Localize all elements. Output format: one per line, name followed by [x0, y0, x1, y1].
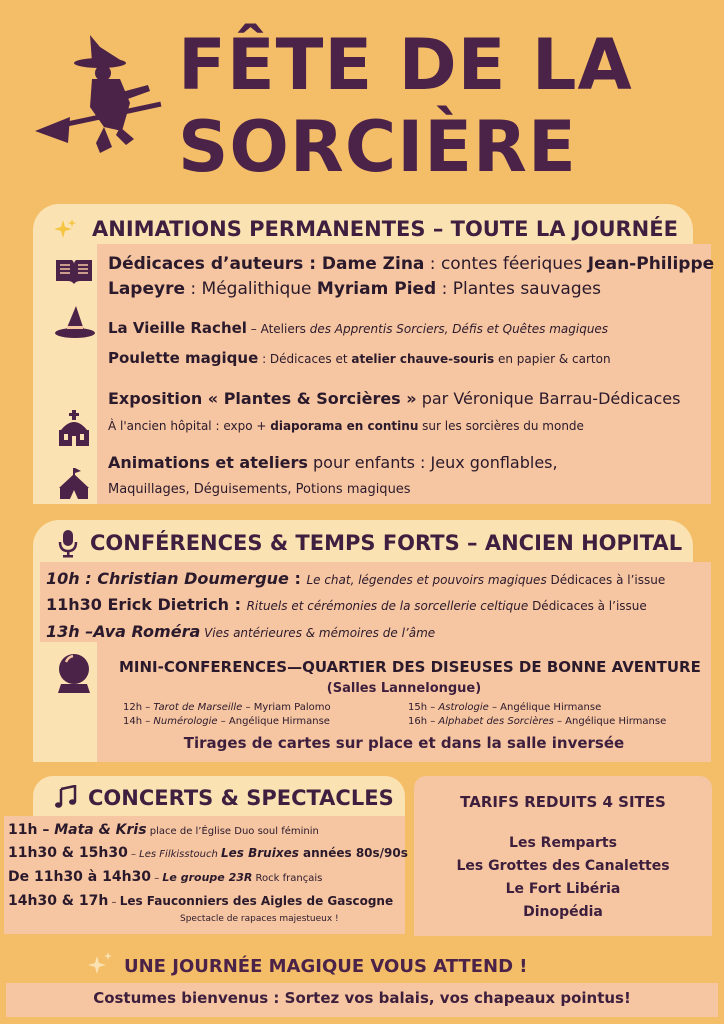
animations-line8: Maquillages, Déguisements, Potions magiques — [108, 482, 411, 497]
magic-day-banner: UNE JOURNÉE MAGIQUE VOUS ATTEND ! — [124, 956, 528, 977]
concerts-heading: CONCERTS & SPECTACLES — [88, 786, 394, 810]
witch-on-broom-icon — [30, 35, 165, 165]
circus-tent-icon — [57, 468, 91, 500]
sparkle-icon-footer — [86, 952, 114, 978]
book-icon — [54, 256, 94, 286]
animations-line6: À l'ancien hôpital : expo + diaporama en continu sur les sorcières du monde — [108, 419, 584, 433]
concert-line4: 14h30 & 17h – Les Fauconniers des Aigles de Gascogne — [8, 893, 394, 909]
conf-line3: 13h –Ava Roméra Vies antérieures & mémoires de l’âme — [46, 622, 436, 641]
hospital-icon — [57, 410, 91, 448]
microphone-icon — [58, 530, 78, 558]
tarifs-site-4: Dinopédia — [523, 904, 603, 920]
concert-line2: 11h30 & 15h30 – Les Filkisstouch Les Bruixes années 80s/90s — [8, 845, 408, 861]
conf-line2: 11h30 Erick Dietrich : Rituels et cérémonies de la sorcellerie celtique Dédicaces à l’issue — [46, 595, 647, 614]
animations-line3: La Vieille Rachel – Ateliers des Apprentis Sorciers, Défis et Quêtes magiques — [108, 319, 609, 337]
concert-line5: Spectacle de rapaces majestueux ! — [180, 914, 339, 924]
miniconf-title: MINI-CONFERENCES—QUARTIER DES DISEUSES DE BONNE AVENTURE — [119, 658, 701, 676]
concert-line1: 11h – Mata & Kris place de l’Église Duo soul féminin — [8, 822, 319, 838]
animations-line2: Lapeyre : Mégalithique Myriam Pied : Plantes sauvages — [108, 279, 601, 299]
animations-line7: Animations et ateliers pour enfants : Jeux gonflables, — [108, 453, 558, 472]
animations-line4: Poulette magique : Dédicaces et atelier chauve-souris en papier & carton — [108, 349, 611, 367]
miniconf-item2: 14h – Numérologie – Angélique Hirmanse — [123, 716, 330, 727]
miniconf-subtitle: (Salles Lannelongue) — [326, 681, 482, 696]
tarifs-site-3: Le Fort Libéria — [505, 881, 621, 897]
sparkle-icon — [53, 218, 77, 242]
tarifs-heading: TARIFS REDUITS 4 SITES — [460, 793, 666, 811]
concert-line3: De 11h30 à 14h30 – Le groupe 23R Rock français — [8, 869, 323, 885]
crystal-ball-icon — [55, 652, 93, 694]
tarifs-site-2: Les Grottes des Canalettes — [456, 858, 670, 874]
conf-line1: 10h : Christian Doumergue : Le chat, légendes et pouvoirs magiques Dédicaces à l’issue — [46, 569, 666, 588]
page-title-line1: FÊTE DE LA — [178, 24, 633, 106]
animations-line5: Exposition « Plantes & Sorcières » par Véronique Barrau-Dédicaces — [108, 389, 681, 408]
tarifs-site-1: Les Remparts — [509, 835, 617, 851]
tirages-text: Tirages de cartes sur place et dans la salle inversée — [183, 734, 625, 752]
page-title-line2: SORCIÈRE — [178, 106, 577, 188]
miniconf-item4: 16h – Alphabet des Sorcières – Angélique Hirmanse — [408, 716, 667, 727]
animations-heading: ANIMATIONS PERMANENTES – TOUTE LA JOURNÉE — [92, 217, 678, 241]
costumes-text: Costumes bienvenus : Sortez vos balais, vos chapeaux pointus! — [93, 989, 631, 1007]
conferences-heading: CONFÉRENCES & TEMPS FORTS – ANCIEN HOPITAL — [90, 531, 683, 555]
miniconf-item1: 12h – Tarot de Marseille – Myriam Palomo — [123, 702, 331, 713]
animations-line1: Dédicaces d’auteurs : Dame Zina : contes féeriques Jean-Philippe — [108, 254, 715, 274]
miniconf-item3: 15h – Astrologie – Angélique Hirmanse — [408, 702, 602, 713]
music-note-icon — [54, 785, 78, 809]
witch-hat-icon — [54, 306, 96, 342]
